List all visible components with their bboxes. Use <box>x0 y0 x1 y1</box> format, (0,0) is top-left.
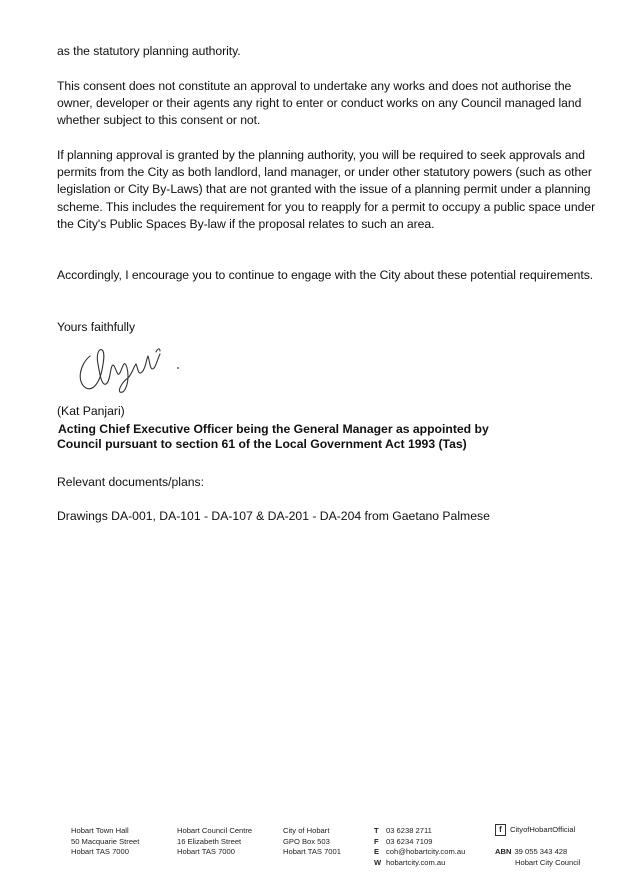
documents-heading: Relevant documents/plans: <box>57 475 205 489</box>
paragraph-consent <box>57 78 597 130</box>
footer-phone <box>374 826 465 837</box>
footer-council-centre-line: 16 Elizabeth Street <box>177 836 242 846</box>
footer-postal-address <box>283 826 341 858</box>
footer-council-centre-line: Hobart TAS 7000 <box>177 847 235 857</box>
footer-council-centre-line: Hobart Council Centre <box>177 826 253 835</box>
handwritten-signature <box>72 342 192 404</box>
facebook-handle[interactable]: CityofHobartOfficial <box>510 824 576 834</box>
web-key: W <box>374 857 382 867</box>
footer-postal-line: Hobart TAS 7001 <box>283 847 341 857</box>
email-link[interactable]: coh@hobartcity.com.au <box>386 847 466 857</box>
footer-abn <box>495 847 580 858</box>
footer-contact <box>374 826 465 868</box>
abn-value: 39 055 343 428 <box>514 847 568 856</box>
footer-town-hall-line: Hobart TAS 7000 <box>71 847 129 857</box>
phone-key: T <box>374 826 379 835</box>
paragraph-consent-text: This consent does not constitute an approval to undertake any works and does not authorise the owner, developer or their agents any right to enter or conduct works on any Council managed land whether subject to this consent or not. <box>57 79 582 128</box>
footer-council-centre <box>177 826 252 858</box>
closing-salutation: Yours faithfully <box>57 320 136 334</box>
web-link[interactable]: hobartcity.com.au <box>386 857 446 867</box>
documents-item: Drawings DA-001, DA-101 - DA-107 & DA-201 - DA-204 from Gaetano Palmese <box>57 509 490 523</box>
continuation-text <box>57 43 597 60</box>
paragraph-approvals <box>57 147 597 233</box>
signatory-title <box>57 422 557 451</box>
fax-value: 03 6234 7109 <box>386 836 433 846</box>
footer-town-hall-line: 50 Macquarie Street <box>71 836 140 846</box>
footer-social-abn <box>495 824 580 868</box>
fax-key: F <box>374 836 379 846</box>
continuation-paragraph: as the statutory planning authority. <box>57 44 241 58</box>
signatory-title-line-1: Acting Chief Executive Officer being the General Manager as appointed by <box>58 422 489 436</box>
paragraph-approvals-text: If planning approval is granted by the planning authority, you will be required to seek approvals and permits from the City as both landlord, land manager, or under other statutory powers (such as other legislation or City By-Laws) that are not granted with the issue of a planning permit under a planning scheme. This includes the requirement for you to reapply for a permit to occupy a public space under the City's Public Spaces By-law if the proposal relates to such an area. <box>57 148 596 231</box>
footer-postal-line: GPO Box 503 <box>283 836 330 846</box>
footer-facebook[interactable] <box>495 824 580 836</box>
footer-council-name: Hobart City Council <box>515 857 581 867</box>
footer-town-hall-line: Hobart Town Hall <box>71 826 129 835</box>
signatory-name: (Kat Panjari) <box>57 404 125 418</box>
paragraph-engage-text: Accordingly, I encourage you to continue to engage with the City about these potential requirements. <box>57 268 594 282</box>
paragraph-engage <box>57 267 597 284</box>
footer-town-hall <box>71 826 139 858</box>
footer-postal-line: City of Hobart <box>283 826 330 835</box>
signatory-title-line-2: Council pursuant to section 61 of the Local Government Act 1993 (Tas) <box>57 436 467 451</box>
phone-value[interactable]: 03 6238 2711 <box>386 826 432 835</box>
footer-web <box>374 858 465 869</box>
footer-fax <box>374 837 465 848</box>
abn-key: ABN <box>495 847 512 856</box>
facebook-icon: f <box>495 824 506 836</box>
footer-email <box>374 847 465 858</box>
email-key: E <box>374 847 380 857</box>
